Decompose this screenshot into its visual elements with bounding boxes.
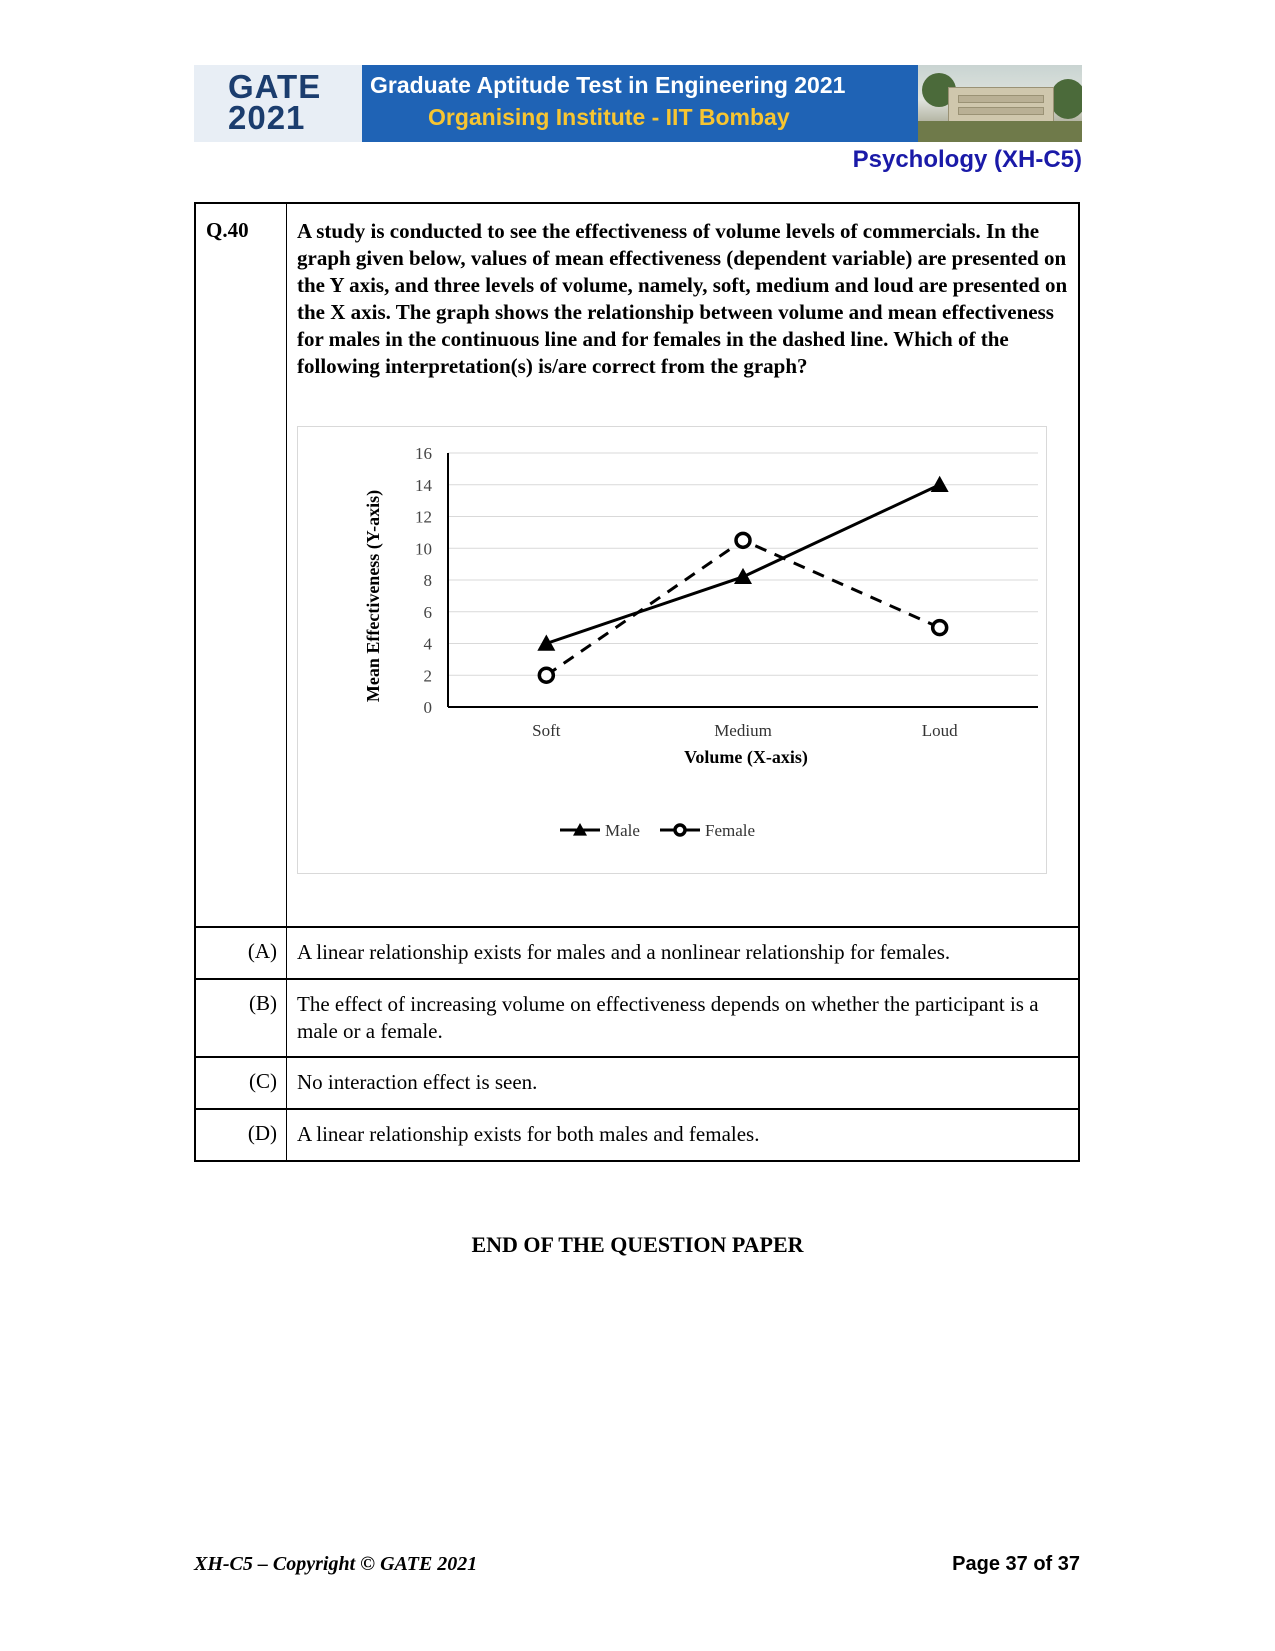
legend-label: Female	[705, 821, 756, 840]
option-text: A linear relationship exists for both males and females.	[297, 1122, 760, 1146]
y-tick-label: 12	[415, 507, 432, 527]
option-label: (C)	[196, 1058, 287, 1108]
data-point-female	[933, 621, 947, 635]
series-line-male	[546, 485, 939, 644]
y-tick-label: 2	[423, 666, 432, 686]
x-tick-label: Soft	[532, 721, 561, 740]
question-table	[194, 202, 1080, 1162]
y-axis-label: Mean Effectiveness (Y-axis)	[363, 489, 383, 703]
option-text: The effect of increasing volume on effectiveness depends on whether the participant is a male or a female.	[297, 992, 1039, 1043]
data-point-female	[736, 533, 750, 547]
banner-title-line2: Organising Institute - IIT Bombay	[428, 104, 790, 130]
x-axis-label: Volume (X-axis)	[684, 747, 808, 767]
option-row	[196, 926, 1078, 978]
legend-marker	[675, 825, 685, 835]
option-row	[196, 1108, 1078, 1160]
footer-copyright: XH-C5 – Copyright © GATE 2021	[194, 1553, 478, 1575]
option-text: No interaction effect is seen.	[297, 1070, 538, 1094]
logo-year: 2021	[228, 99, 306, 136]
y-tick-label: 6	[423, 602, 432, 622]
gate-logo	[194, 65, 362, 142]
y-tick-label: 16	[415, 444, 432, 463]
footer-page-number: Page 37 of 37	[952, 1553, 1080, 1575]
question-number: Q.40	[196, 204, 287, 926]
option-row	[196, 1056, 1078, 1108]
banner-title-line1: Graduate Aptitude Test in Engineering 2021	[370, 72, 846, 98]
data-point-female	[539, 668, 553, 682]
question-text: A study is conducted to see the effectiveness of volume levels of commercials. In the graph given below, values of mean effectiveness (dependent variable) are presented on the Y axis, and three levels of volume, namely, soft, medium and loud are presented on the X axis. The graph shows the relationship between volume and mean effectiveness for males in the continuous line and for females in the dashed line. Which of the following interpretation(s) is/are correct from the graph?	[297, 219, 1068, 378]
series-line-female	[546, 540, 939, 675]
x-tick-label: Medium	[714, 721, 772, 740]
y-tick-label: 4	[423, 634, 432, 654]
legend-label: Male	[605, 821, 640, 840]
option-label: (D)	[196, 1110, 287, 1160]
y-tick-label: 8	[423, 571, 432, 590]
y-tick-label: 0	[423, 698, 432, 717]
option-label: (B)	[196, 980, 287, 1056]
question-body	[287, 204, 1078, 926]
y-tick-label: 10	[415, 539, 432, 559]
question-row	[196, 204, 1078, 926]
subject-label: Psychology (XH-C5)	[852, 146, 1082, 173]
x-tick-label: Loud	[921, 721, 958, 740]
banner-title	[362, 65, 918, 142]
header-banner	[194, 65, 1082, 142]
option-row	[196, 978, 1078, 1056]
y-tick-label: 14	[415, 475, 432, 495]
end-note: END OF THE QUESTION PAPER	[471, 1232, 804, 1257]
line-chart	[297, 426, 1047, 874]
logo-word: GATE	[228, 68, 322, 105]
chart-svg	[298, 427, 1046, 873]
option-text: A linear relationship exists for males and a nonlinear relationship for females.	[297, 940, 951, 964]
option-label: (A)	[196, 928, 287, 978]
data-point-male	[931, 476, 949, 492]
campus-photo	[918, 65, 1082, 142]
data-point-male	[734, 568, 752, 584]
